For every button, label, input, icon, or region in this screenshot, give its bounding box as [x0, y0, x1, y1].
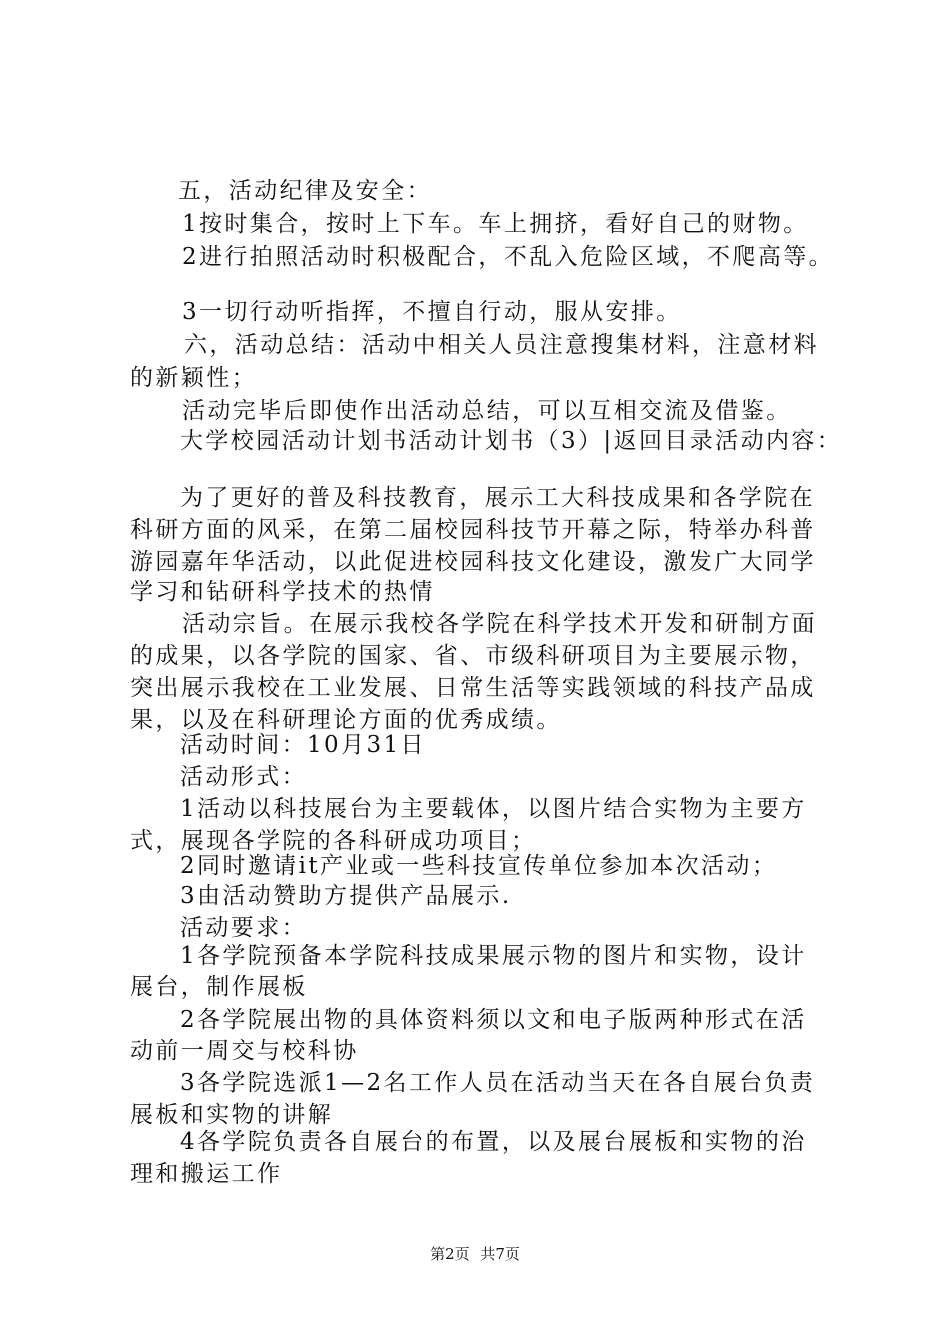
paragraph-line: 为了更好的普及科技教育，展示工大科技成果和各学院在 [180, 485, 815, 511]
paragraph-line: 1按时集合，按时上下车。车上拥挤，看好自己的财物。 [182, 211, 809, 237]
paragraph-line: 突出展示我校在工业发展、日常生活等实践领域的科技产品成 [130, 675, 816, 701]
paragraph-line: 学习和钻研科学技术的热情 [130, 579, 435, 605]
page-number: 第2页 [430, 1245, 470, 1263]
paragraph-line: 游园嘉年华活动，以此促进校园科技文化建设，激发广大同学 [130, 549, 816, 575]
paragraph-line: 活动完毕后即使作出活动总结，可以互相交流及借鉴。 [182, 398, 792, 424]
paragraph-line: 1各学院预备本学院科技成果展示物的图片和实物，设计 [180, 943, 807, 969]
paragraph-line: 动前一周交与校科协 [130, 1038, 359, 1064]
paragraph-line: 活动宗旨。在展示我校各学院在科学技术开发和研制方面 [182, 611, 817, 637]
paragraph-line: 2同时邀请it产业或一些科技宣传单位参加本次活动； [180, 853, 778, 879]
paragraph-line: 科研方面的风采，在第二届校园科技节开幕之际，特举办科普 [130, 517, 816, 543]
paragraph-line: 2进行拍照活动时积极配合，不乱入危险区域，不爬高等。 [182, 244, 835, 270]
paragraph-line: 理和搬运工作 [130, 1161, 283, 1187]
activity-requirements-heading: 活动要求： [180, 915, 307, 941]
paragraph-line: 3一切行动听指挥，不擅自行动，服从安排。 [182, 299, 682, 325]
section-title-line: 大学校园活动计划书活动计划书（3）|返回目录活动内容： [180, 428, 843, 454]
paragraph-line: 展板和实物的讲解 [130, 1102, 334, 1128]
paragraph-line: 展台，制作展板 [130, 974, 308, 1000]
paragraph-line: 果，以及在科研理论方面的优秀成绩。 [130, 707, 562, 733]
paragraph-line: 3各学院选派1—2名工作人员在活动当天在各自展台负责 [180, 1070, 816, 1096]
paragraph-line: 2各学院展出物的具体资料须以文和电子版两种形式在活 [180, 1007, 807, 1033]
section-five-heading: 五，活动纪律及安全： [178, 178, 432, 204]
activity-time-line: 活动时间：10月31日 [180, 732, 426, 758]
paragraph-line: 的新颖性； [130, 365, 257, 391]
section-six-heading: 六，活动总结：活动中相关人员注意搜集材料，注意材料 [184, 332, 819, 358]
paragraph-line: 的成果，以各学院的国家、省、市级科研项目为主要展示物， [130, 643, 816, 669]
paragraph-line: 1活动以科技展台为主要载体，以图片结合实物为主要方 [180, 796, 807, 822]
activity-form-heading: 活动形式： [180, 764, 307, 790]
paragraph-line: 3由活动赞助方提供产品展示. [180, 883, 512, 909]
paragraph-line: 式，展现各学院的各科研成功项目； [130, 828, 537, 854]
paragraph-line: 4各学院负责各自展台的布置，以及展台展板和实物的治 [180, 1129, 807, 1155]
page-footer [0, 1244, 950, 1264]
page-total: 共7页 [480, 1245, 520, 1263]
